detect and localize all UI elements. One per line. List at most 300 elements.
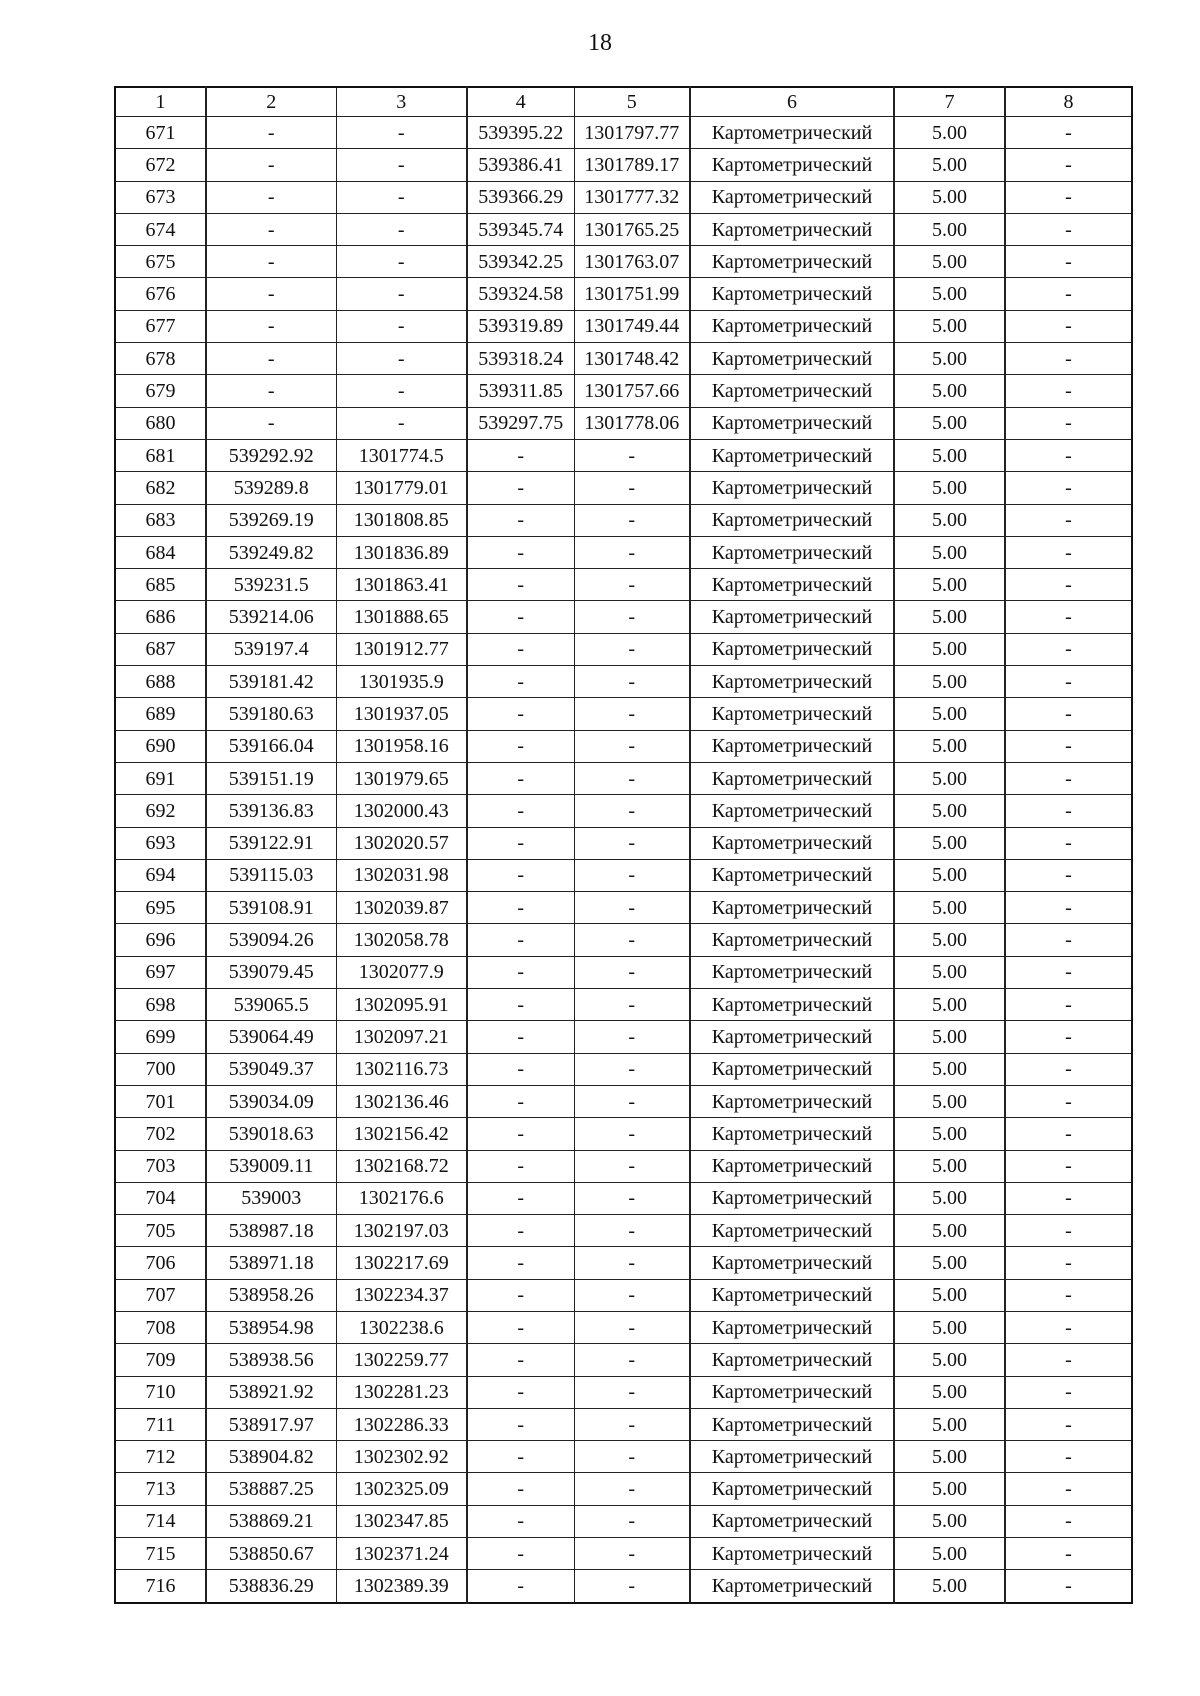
table-cell-col-3: 1301836.89 xyxy=(336,536,467,568)
table-cell-col-1: 691 xyxy=(115,762,206,794)
table-cell-col-7: 5.00 xyxy=(894,117,1005,149)
table-cell-col-6: Картометрический xyxy=(690,1053,894,1085)
table-cell-col-7: 5.00 xyxy=(894,472,1005,504)
table-cell-col-2: - xyxy=(206,343,336,375)
table-cell-col-3: 1302281.23 xyxy=(336,1376,467,1408)
table-cell-col-1: 684 xyxy=(115,536,206,568)
table-cell-col-8: - xyxy=(1005,439,1132,471)
table-cell-col-3: - xyxy=(336,149,467,181)
table-cell-col-8: - xyxy=(1005,310,1132,342)
table-cell-col-1: 685 xyxy=(115,569,206,601)
table-cell-col-8: - xyxy=(1005,795,1132,827)
table-cell-col-4: - xyxy=(467,633,574,665)
table-cell-col-3: 1301774.5 xyxy=(336,439,467,471)
table-cell-col-8: - xyxy=(1005,1182,1132,1214)
table-cell-col-6: Картометрический xyxy=(690,310,894,342)
table-cell-col-6: Картометрический xyxy=(690,472,894,504)
table-row xyxy=(115,407,1132,439)
table-row xyxy=(115,213,1132,245)
table-cell-col-7: 5.00 xyxy=(894,1021,1005,1053)
table-cell-col-6: Картометрический xyxy=(690,1118,894,1150)
table-cell-col-7: 5.00 xyxy=(894,439,1005,471)
table-cell-col-5: 1301757.66 xyxy=(574,375,690,407)
table-cell-col-2: 539108.91 xyxy=(206,892,336,924)
column-header-1: 1 xyxy=(115,87,206,117)
table-cell-col-2: 539003 xyxy=(206,1182,336,1214)
table-row xyxy=(115,1053,1132,1085)
table-row xyxy=(115,1279,1132,1311)
table-cell-col-8: - xyxy=(1005,1408,1132,1440)
table-cell-col-6: Картометрический xyxy=(690,730,894,762)
table-cell-col-1: 708 xyxy=(115,1311,206,1343)
table-cell-col-5: - xyxy=(574,1021,690,1053)
table-cell-col-3: 1301888.65 xyxy=(336,601,467,633)
table-cell-col-4: 539324.58 xyxy=(467,278,574,310)
table-cell-col-6: Картометрический xyxy=(690,795,894,827)
column-header-7: 7 xyxy=(894,87,1005,117)
table-cell-col-3: 1302176.6 xyxy=(336,1182,467,1214)
table-cell-col-7: 5.00 xyxy=(894,569,1005,601)
table-cell-col-1: 707 xyxy=(115,1279,206,1311)
table-row xyxy=(115,246,1132,278)
table-cell-col-2: 539151.19 xyxy=(206,762,336,794)
table-cell-col-5: - xyxy=(574,1311,690,1343)
column-header-5: 5 xyxy=(574,87,690,117)
table-row xyxy=(115,1150,1132,1182)
table-cell-col-8: - xyxy=(1005,762,1132,794)
table-cell-col-2: 538971.18 xyxy=(206,1247,336,1279)
table-cell-col-2: 538869.21 xyxy=(206,1505,336,1537)
table-cell-col-7: 5.00 xyxy=(894,504,1005,536)
table-cell-col-5: - xyxy=(574,1215,690,1247)
table-cell-col-4: - xyxy=(467,666,574,698)
table-cell-col-5: - xyxy=(574,1247,690,1279)
table-cell-col-3: 1302325.09 xyxy=(336,1473,467,1505)
table-cell-col-7: 5.00 xyxy=(894,310,1005,342)
table-cell-col-4: - xyxy=(467,1118,574,1150)
table-cell-col-2: 539180.63 xyxy=(206,698,336,730)
table-cell-col-3: - xyxy=(336,213,467,245)
table-cell-col-6: Картометрический xyxy=(690,924,894,956)
table-cell-col-7: 5.00 xyxy=(894,1118,1005,1150)
table-cell-col-5: 1301751.99 xyxy=(574,278,690,310)
table-cell-col-1: 700 xyxy=(115,1053,206,1085)
table-cell-col-5: - xyxy=(574,924,690,956)
table-row xyxy=(115,536,1132,568)
table-cell-col-3: 1301808.85 xyxy=(336,504,467,536)
table-row xyxy=(115,762,1132,794)
table-cell-col-6: Картометрический xyxy=(690,1021,894,1053)
table-cell-col-8: - xyxy=(1005,504,1132,536)
table-cell-col-1: 697 xyxy=(115,956,206,988)
table-cell-col-1: 694 xyxy=(115,859,206,891)
table-cell-col-2: 539065.5 xyxy=(206,989,336,1021)
table-cell-col-4: - xyxy=(467,1279,574,1311)
table-cell-col-7: 5.00 xyxy=(894,1085,1005,1117)
table-cell-col-8: - xyxy=(1005,536,1132,568)
table-cell-col-7: 5.00 xyxy=(894,924,1005,956)
table-cell-col-5: - xyxy=(574,989,690,1021)
table-cell-col-5: - xyxy=(574,827,690,859)
table-cell-col-7: 5.00 xyxy=(894,1473,1005,1505)
table-cell-col-4: - xyxy=(467,795,574,827)
table-cell-col-6: Картометрический xyxy=(690,601,894,633)
table-cell-col-8: - xyxy=(1005,181,1132,213)
table-row xyxy=(115,698,1132,730)
table-cell-col-4: 539366.29 xyxy=(467,181,574,213)
table-row xyxy=(115,1247,1132,1279)
table-cell-col-4: - xyxy=(467,989,574,1021)
table-row xyxy=(115,1473,1132,1505)
table-cell-col-4: 539319.89 xyxy=(467,310,574,342)
table-row xyxy=(115,859,1132,891)
table-cell-col-5: - xyxy=(574,504,690,536)
table-row xyxy=(115,439,1132,471)
table-row xyxy=(115,1311,1132,1343)
table-cell-col-4: 539311.85 xyxy=(467,375,574,407)
table-cell-col-7: 5.00 xyxy=(894,859,1005,891)
table-row xyxy=(115,149,1132,181)
table-row xyxy=(115,472,1132,504)
table-cell-col-7: 5.00 xyxy=(894,892,1005,924)
table-cell-col-3: - xyxy=(336,375,467,407)
table-cell-col-1: 703 xyxy=(115,1150,206,1182)
table-cell-col-2: 539197.4 xyxy=(206,633,336,665)
table-cell-col-7: 5.00 xyxy=(894,375,1005,407)
table-cell-col-6: Картометрический xyxy=(690,117,894,149)
table-cell-col-4: - xyxy=(467,698,574,730)
table-cell-col-2: - xyxy=(206,310,336,342)
table-cell-col-5: - xyxy=(574,1473,690,1505)
table-row xyxy=(115,310,1132,342)
table-cell-col-1: 692 xyxy=(115,795,206,827)
table-cell-col-4: - xyxy=(467,1441,574,1473)
table-cell-col-2: - xyxy=(206,181,336,213)
table-cell-col-4: 539386.41 xyxy=(467,149,574,181)
table-cell-col-5: - xyxy=(574,1505,690,1537)
table-row xyxy=(115,892,1132,924)
table-cell-col-7: 5.00 xyxy=(894,956,1005,988)
table-cell-col-5: - xyxy=(574,859,690,891)
table-row xyxy=(115,181,1132,213)
table-cell-col-3: 1301958.16 xyxy=(336,730,467,762)
table-cell-col-6: Картометрический xyxy=(690,536,894,568)
table-cell-col-1: 690 xyxy=(115,730,206,762)
table-cell-col-7: 5.00 xyxy=(894,181,1005,213)
table-cell-col-7: 5.00 xyxy=(894,795,1005,827)
table-cell-col-1: 673 xyxy=(115,181,206,213)
table-cell-col-6: Картометрический xyxy=(690,504,894,536)
table-cell-col-6: Картометрический xyxy=(690,1376,894,1408)
table-cell-col-4: - xyxy=(467,601,574,633)
table-cell-col-7: 5.00 xyxy=(894,698,1005,730)
table-cell-col-5: - xyxy=(574,1538,690,1570)
table-cell-col-5: - xyxy=(574,1182,690,1214)
table-cell-col-4: 539297.75 xyxy=(467,407,574,439)
table-cell-col-2: 539269.19 xyxy=(206,504,336,536)
table-cell-col-1: 671 xyxy=(115,117,206,149)
table-cell-col-2: 538958.26 xyxy=(206,1279,336,1311)
table-cell-col-7: 5.00 xyxy=(894,1182,1005,1214)
table-cell-col-2: 539181.42 xyxy=(206,666,336,698)
table-cell-col-1: 709 xyxy=(115,1344,206,1376)
table-cell-col-4: - xyxy=(467,956,574,988)
table-row xyxy=(115,1344,1132,1376)
table-cell-col-1: 677 xyxy=(115,310,206,342)
table-cell-col-2: 538836.29 xyxy=(206,1570,336,1603)
table-cell-col-6: Картометрический xyxy=(690,181,894,213)
table-cell-col-4: - xyxy=(467,1473,574,1505)
table-cell-col-8: - xyxy=(1005,601,1132,633)
table-cell-col-3: 1302000.43 xyxy=(336,795,467,827)
table-cell-col-6: Картометрический xyxy=(690,666,894,698)
table-cell-col-2: 538938.56 xyxy=(206,1344,336,1376)
table-cell-col-1: 706 xyxy=(115,1247,206,1279)
table-cell-col-3: 1302197.03 xyxy=(336,1215,467,1247)
table-cell-col-5: - xyxy=(574,1279,690,1311)
table-cell-col-3: 1302286.33 xyxy=(336,1408,467,1440)
table-cell-col-2: 539249.82 xyxy=(206,536,336,568)
table-cell-col-8: - xyxy=(1005,375,1132,407)
table-row xyxy=(115,1376,1132,1408)
table-row xyxy=(115,730,1132,762)
table-cell-col-2: - xyxy=(206,375,336,407)
table-cell-col-8: - xyxy=(1005,1570,1132,1603)
table-cell-col-6: Картометрический xyxy=(690,569,894,601)
table-cell-col-1: 696 xyxy=(115,924,206,956)
table-cell-col-3: 1302058.78 xyxy=(336,924,467,956)
table-cell-col-6: Картометрический xyxy=(690,1311,894,1343)
table-cell-col-2: 538917.97 xyxy=(206,1408,336,1440)
table-cell-col-2: 539115.03 xyxy=(206,859,336,891)
table-cell-col-2: 539094.26 xyxy=(206,924,336,956)
table-cell-col-3: 1302156.42 xyxy=(336,1118,467,1150)
table-cell-col-5: - xyxy=(574,698,690,730)
table-cell-col-8: - xyxy=(1005,1118,1132,1150)
table-cell-col-7: 5.00 xyxy=(894,1150,1005,1182)
table-cell-col-3: - xyxy=(336,181,467,213)
table-cell-col-6: Картометрический xyxy=(690,1182,894,1214)
table-cell-col-5: - xyxy=(574,601,690,633)
table-row xyxy=(115,989,1132,1021)
table-cell-col-7: 5.00 xyxy=(894,1279,1005,1311)
table-cell-col-2: 539064.49 xyxy=(206,1021,336,1053)
table-cell-col-3: - xyxy=(336,310,467,342)
table-cell-col-4: 539342.25 xyxy=(467,246,574,278)
table-cell-col-5: - xyxy=(574,892,690,924)
table-cell-col-4: - xyxy=(467,504,574,536)
table-cell-col-3: - xyxy=(336,278,467,310)
table-cell-col-8: - xyxy=(1005,1538,1132,1570)
table-cell-col-7: 5.00 xyxy=(894,1441,1005,1473)
table-cell-col-3: - xyxy=(336,246,467,278)
table-cell-col-3: 1301912.77 xyxy=(336,633,467,665)
table-cell-col-2: 538954.98 xyxy=(206,1311,336,1343)
coordinates-table xyxy=(114,86,1133,1604)
table-cell-col-5: - xyxy=(574,633,690,665)
table-cell-col-5: - xyxy=(574,1053,690,1085)
table-cell-col-2: 538850.67 xyxy=(206,1538,336,1570)
table-cell-col-8: - xyxy=(1005,1344,1132,1376)
table-cell-col-8: - xyxy=(1005,827,1132,859)
table-cell-col-1: 695 xyxy=(115,892,206,924)
table-cell-col-6: Картометрический xyxy=(690,213,894,245)
table-cell-col-8: - xyxy=(1005,278,1132,310)
table-cell-col-7: 5.00 xyxy=(894,149,1005,181)
table-cell-col-3: 1302234.37 xyxy=(336,1279,467,1311)
table-cell-col-4: - xyxy=(467,1570,574,1603)
table-cell-col-8: - xyxy=(1005,1505,1132,1537)
table-cell-col-4: - xyxy=(467,827,574,859)
table-cell-col-1: 672 xyxy=(115,149,206,181)
table-row xyxy=(115,1085,1132,1117)
table-cell-col-5: - xyxy=(574,762,690,794)
table-cell-col-8: - xyxy=(1005,1441,1132,1473)
table-cell-col-2: 539079.45 xyxy=(206,956,336,988)
table-row xyxy=(115,1182,1132,1214)
table-cell-col-4: - xyxy=(467,1408,574,1440)
table-cell-col-7: 5.00 xyxy=(894,343,1005,375)
table-cell-col-5: - xyxy=(574,439,690,471)
table-cell-col-3: 1301779.01 xyxy=(336,472,467,504)
table-cell-col-2: - xyxy=(206,213,336,245)
table-cell-col-4: - xyxy=(467,859,574,891)
table-cell-col-4: - xyxy=(467,569,574,601)
table-cell-col-1: 674 xyxy=(115,213,206,245)
table-cell-col-4: 539395.22 xyxy=(467,117,574,149)
table-cell-col-7: 5.00 xyxy=(894,601,1005,633)
table-cell-col-4: - xyxy=(467,762,574,794)
table-cell-col-1: 702 xyxy=(115,1118,206,1150)
table-cell-col-1: 689 xyxy=(115,698,206,730)
table-cell-col-3: 1302168.72 xyxy=(336,1150,467,1182)
table-cell-col-5: 1301778.06 xyxy=(574,407,690,439)
table-cell-col-8: - xyxy=(1005,698,1132,730)
table-cell-col-8: - xyxy=(1005,989,1132,1021)
table-cell-col-1: 713 xyxy=(115,1473,206,1505)
table-cell-col-3: 1301937.05 xyxy=(336,698,467,730)
table-cell-col-1: 704 xyxy=(115,1182,206,1214)
table-cell-col-4: - xyxy=(467,1311,574,1343)
column-header-4: 4 xyxy=(467,87,574,117)
table-row xyxy=(115,375,1132,407)
table-cell-col-5: - xyxy=(574,536,690,568)
table-cell-col-6: Картометрический xyxy=(690,439,894,471)
table-cell-col-7: 5.00 xyxy=(894,1376,1005,1408)
table-cell-col-1: 711 xyxy=(115,1408,206,1440)
table-row xyxy=(115,1215,1132,1247)
table-cell-col-6: Картометрический xyxy=(690,1505,894,1537)
table-cell-col-6: Картометрический xyxy=(690,1085,894,1117)
table-cell-col-6: Картометрический xyxy=(690,956,894,988)
table-cell-col-5: - xyxy=(574,1408,690,1440)
table-row xyxy=(115,1118,1132,1150)
table-cell-col-3: 1302020.57 xyxy=(336,827,467,859)
table-cell-col-6: Картометрический xyxy=(690,1279,894,1311)
table-cell-col-7: 5.00 xyxy=(894,1311,1005,1343)
table-cell-col-1: 681 xyxy=(115,439,206,471)
table-cell-col-5: - xyxy=(574,472,690,504)
table-cell-col-8: - xyxy=(1005,1150,1132,1182)
table-cell-col-6: Картометрический xyxy=(690,762,894,794)
table-cell-col-3: 1302095.91 xyxy=(336,989,467,1021)
table-cell-col-7: 5.00 xyxy=(894,633,1005,665)
table-cell-col-4: 539318.24 xyxy=(467,343,574,375)
table-cell-col-8: - xyxy=(1005,859,1132,891)
table-row xyxy=(115,504,1132,536)
table-cell-col-3: 1302116.73 xyxy=(336,1053,467,1085)
table-cell-col-8: - xyxy=(1005,1247,1132,1279)
table-cell-col-6: Картометрический xyxy=(690,1247,894,1279)
table-cell-col-7: 5.00 xyxy=(894,730,1005,762)
table-cell-col-3: 1301935.9 xyxy=(336,666,467,698)
table-cell-col-5: 1301765.25 xyxy=(574,213,690,245)
table-row xyxy=(115,278,1132,310)
table-cell-col-2: - xyxy=(206,407,336,439)
table-cell-col-8: - xyxy=(1005,956,1132,988)
table-row xyxy=(115,956,1132,988)
table-cell-col-6: Картометрический xyxy=(690,1344,894,1376)
table-cell-col-5: 1301797.77 xyxy=(574,117,690,149)
table-cell-col-6: Картометрический xyxy=(690,1441,894,1473)
table-cell-col-6: Картометрический xyxy=(690,892,894,924)
table-cell-col-8: - xyxy=(1005,343,1132,375)
table-cell-col-7: 5.00 xyxy=(894,1408,1005,1440)
table-header-row xyxy=(115,87,1132,117)
table-cell-col-5: - xyxy=(574,1118,690,1150)
table-cell-col-8: - xyxy=(1005,892,1132,924)
table-cell-col-2: 538887.25 xyxy=(206,1473,336,1505)
table-cell-col-6: Картометрический xyxy=(690,1150,894,1182)
table-cell-col-5: - xyxy=(574,569,690,601)
table-cell-col-2: 538987.18 xyxy=(206,1215,336,1247)
table-cell-col-4: - xyxy=(467,1344,574,1376)
table-cell-col-2: 539049.37 xyxy=(206,1053,336,1085)
table-cell-col-6: Картометрический xyxy=(690,1538,894,1570)
column-header-6: 6 xyxy=(690,87,894,117)
table-cell-col-8: - xyxy=(1005,924,1132,956)
table-cell-col-1: 679 xyxy=(115,375,206,407)
table-cell-col-3: 1302217.69 xyxy=(336,1247,467,1279)
table-cell-col-5: 1301789.17 xyxy=(574,149,690,181)
table-cell-col-1: 701 xyxy=(115,1085,206,1117)
table-cell-col-8: - xyxy=(1005,1311,1132,1343)
table-cell-col-8: - xyxy=(1005,149,1132,181)
table-cell-col-8: - xyxy=(1005,730,1132,762)
table-cell-col-1: 676 xyxy=(115,278,206,310)
table-row xyxy=(115,343,1132,375)
table-cell-col-8: - xyxy=(1005,1021,1132,1053)
table-cell-col-1: 693 xyxy=(115,827,206,859)
table-row xyxy=(115,1408,1132,1440)
table-cell-col-5: 1301748.42 xyxy=(574,343,690,375)
table-cell-col-5: - xyxy=(574,1344,690,1376)
table-cell-col-4: - xyxy=(467,439,574,471)
table-cell-col-7: 5.00 xyxy=(894,1215,1005,1247)
table-cell-col-7: 5.00 xyxy=(894,1053,1005,1085)
table-row xyxy=(115,666,1132,698)
table-cell-col-3: 1301863.41 xyxy=(336,569,467,601)
table-cell-col-2: - xyxy=(206,149,336,181)
column-header-2: 2 xyxy=(206,87,336,117)
table-cell-col-1: 698 xyxy=(115,989,206,1021)
table-cell-col-1: 678 xyxy=(115,343,206,375)
table-cell-col-3: 1302259.77 xyxy=(336,1344,467,1376)
table-cell-col-6: Картометрический xyxy=(690,375,894,407)
table-row xyxy=(115,633,1132,665)
table-cell-col-1: 699 xyxy=(115,1021,206,1053)
table-cell-col-7: 5.00 xyxy=(894,762,1005,794)
